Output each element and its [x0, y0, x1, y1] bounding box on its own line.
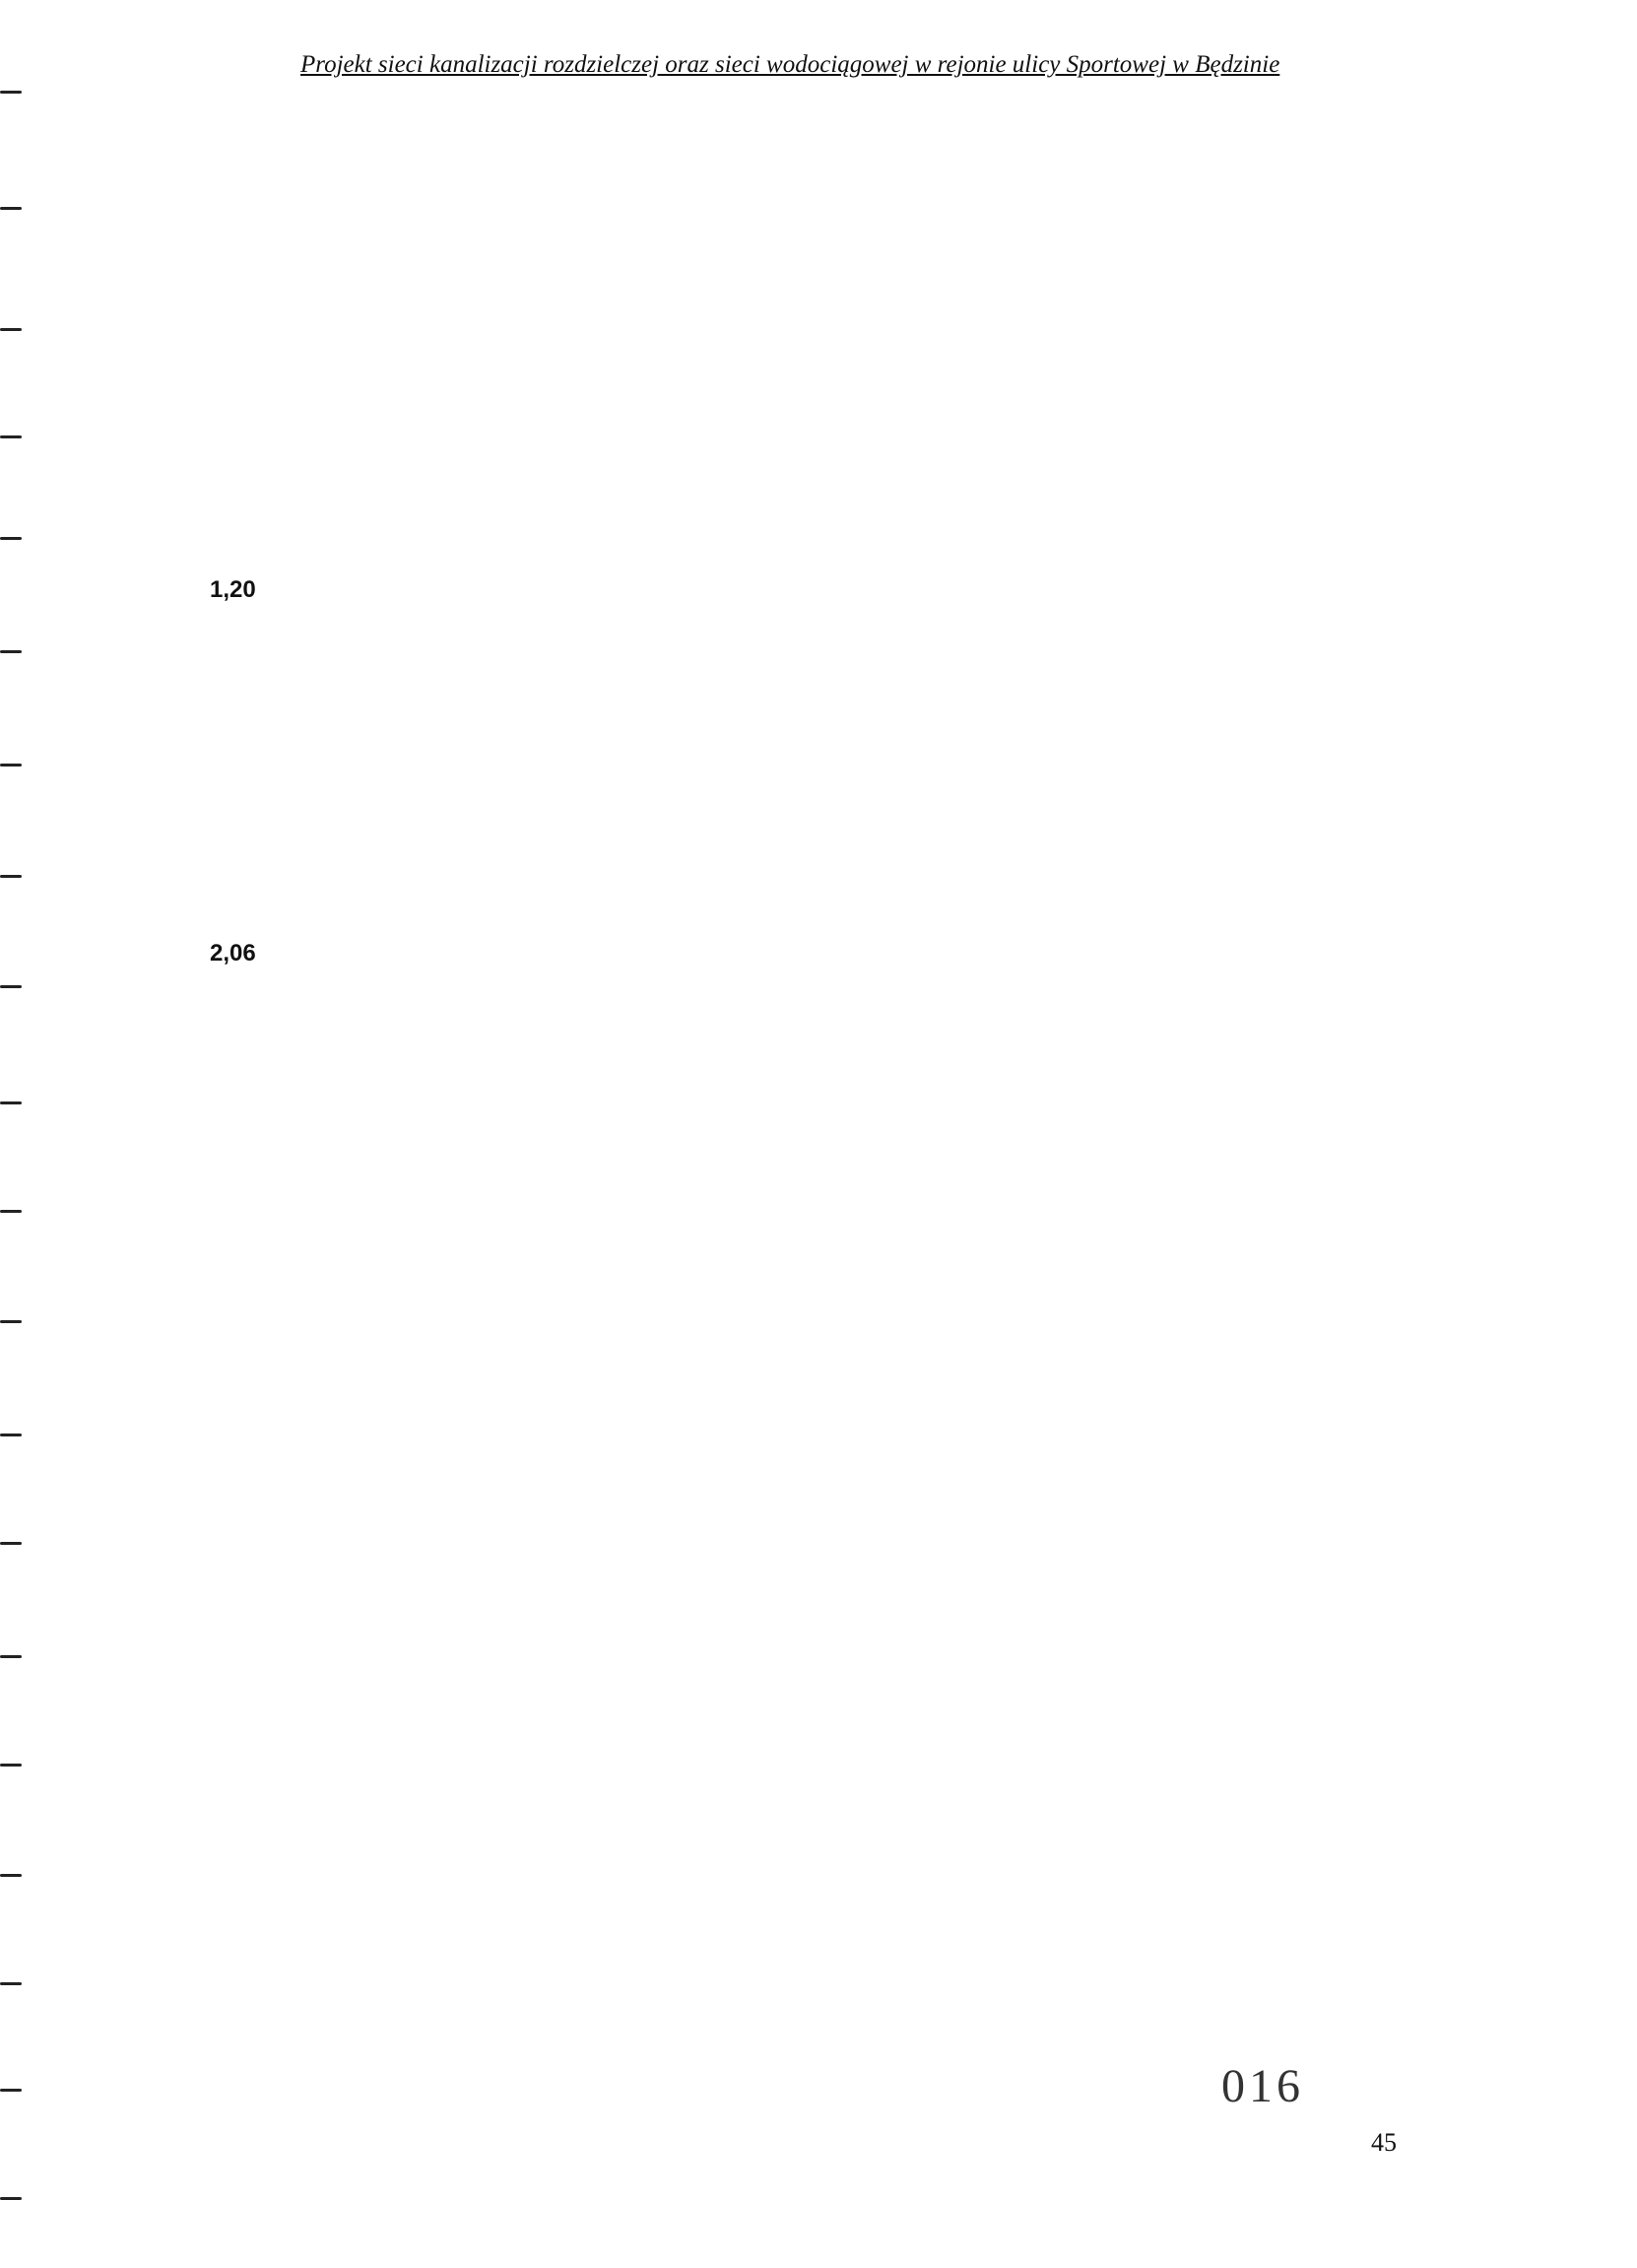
- page-number: 45: [1371, 2128, 1397, 2157]
- page-header-title: Projekt sieci kanalizacji rozdzielczej oraz sieci wodociągowej w rejonie ulicy Sportowej w Będzinie: [300, 51, 1280, 78]
- archive-stamp-number: 016: [1221, 2060, 1304, 2112]
- sum-note-2: 2,06: [210, 940, 256, 967]
- sum-note-1: 1,20: [210, 576, 256, 603]
